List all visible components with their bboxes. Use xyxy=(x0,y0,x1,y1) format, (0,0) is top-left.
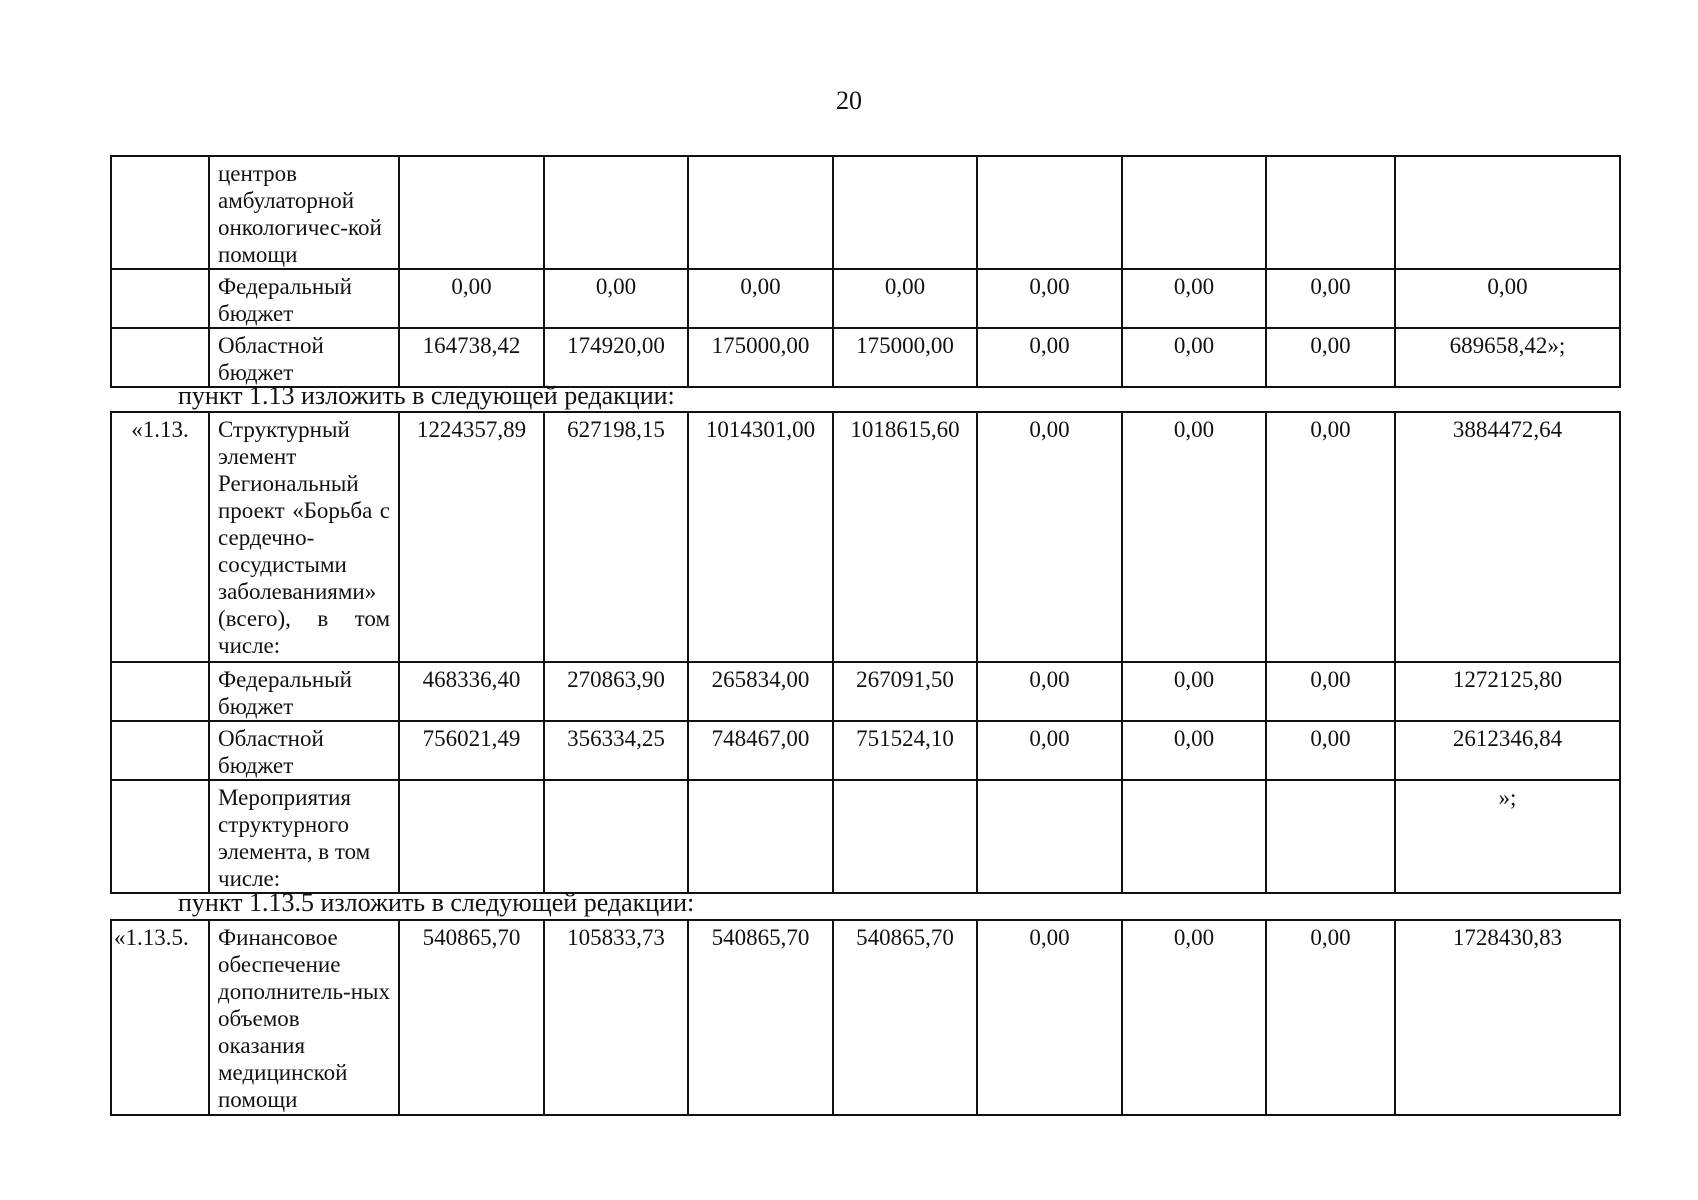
value-cell xyxy=(977,156,1122,269)
table-row xyxy=(111,269,1620,328)
value-cell xyxy=(833,156,977,269)
value-cell xyxy=(1122,780,1266,893)
row-label: Мероприятия структурного элемента, в том числе: xyxy=(209,780,399,893)
value-cell: 748467,00 xyxy=(688,721,833,780)
row-index xyxy=(111,156,209,269)
value-cell xyxy=(977,780,1122,893)
value-cell xyxy=(688,156,833,269)
value-cell xyxy=(544,156,688,269)
total-cell xyxy=(1395,156,1620,269)
row-label: Федеральный бюджет xyxy=(209,269,399,328)
value-cell: 1014301,00 xyxy=(688,412,833,662)
instruction-text: пункт 1.13.5 изложить в следующей редакции: xyxy=(178,888,695,917)
value-cell: 1018615,60 xyxy=(833,412,977,662)
value-cell: 105833,73 xyxy=(544,920,688,1115)
row-label: центров амбулаторной онкологичес-кой помощи xyxy=(209,156,399,269)
value-cell: 0,00 xyxy=(1266,328,1395,387)
value-cell: 174920,00 xyxy=(544,328,688,387)
value-cell: 540865,70 xyxy=(688,920,833,1115)
row-label: Областной бюджет xyxy=(209,721,399,780)
value-cell: 0,00 xyxy=(1122,721,1266,780)
row-index xyxy=(111,780,209,893)
row-label: Федеральный бюджет xyxy=(209,662,399,721)
row-index xyxy=(111,269,209,328)
value-cell: 0,00 xyxy=(977,721,1122,780)
total-cell: »; xyxy=(1395,780,1620,893)
table-row xyxy=(111,412,1620,662)
value-cell: 0,00 xyxy=(977,269,1122,328)
value-cell: 0,00 xyxy=(399,269,544,328)
row-index: «1.13.5. xyxy=(111,920,209,1115)
value-cell: 751524,10 xyxy=(833,721,977,780)
value-cell: 265834,00 xyxy=(688,662,833,721)
value-cell: 0,00 xyxy=(977,412,1122,662)
total-cell: 3884472,64 xyxy=(1395,412,1620,662)
value-cell: 0,00 xyxy=(833,269,977,328)
budget-table-continuation xyxy=(110,155,1621,388)
value-cell: 540865,70 xyxy=(833,920,977,1115)
value-cell: 0,00 xyxy=(1266,920,1395,1115)
total-cell: 0,00 xyxy=(1395,269,1620,328)
table-row xyxy=(111,156,1620,269)
table-row xyxy=(111,328,1620,387)
total-cell: 689658,42»; xyxy=(1395,328,1620,387)
value-cell: 0,00 xyxy=(977,920,1122,1115)
value-cell: 627198,15 xyxy=(544,412,688,662)
table-row xyxy=(111,780,1620,893)
value-cell xyxy=(399,156,544,269)
value-cell: 175000,00 xyxy=(688,328,833,387)
value-cell: 0,00 xyxy=(1122,269,1266,328)
value-cell: 270863,90 xyxy=(544,662,688,721)
value-cell: 468336,40 xyxy=(399,662,544,721)
table-row xyxy=(111,721,1620,780)
value-cell: 175000,00 xyxy=(833,328,977,387)
value-cell xyxy=(1122,156,1266,269)
value-cell xyxy=(1266,156,1395,269)
budget-table-1-13-5 xyxy=(110,919,1621,1116)
row-label: Финансовое обеспечение дополнитель-ных объемов оказания медицинской помощи xyxy=(209,920,399,1115)
value-cell: 0,00 xyxy=(1122,412,1266,662)
value-cell xyxy=(688,780,833,893)
value-cell xyxy=(1266,780,1395,893)
value-cell xyxy=(544,780,688,893)
value-cell: 356334,25 xyxy=(544,721,688,780)
value-cell: 756021,49 xyxy=(399,721,544,780)
value-cell: 0,00 xyxy=(1266,662,1395,721)
value-cell: 0,00 xyxy=(544,269,688,328)
total-cell: 2612346,84 xyxy=(1395,721,1620,780)
row-index: «1.13. xyxy=(111,412,209,662)
table-row xyxy=(111,662,1620,721)
value-cell: 0,00 xyxy=(1266,721,1395,780)
value-cell: 0,00 xyxy=(977,662,1122,721)
value-cell xyxy=(399,780,544,893)
value-cell: 267091,50 xyxy=(833,662,977,721)
instruction-text: пункт 1.13 изложить в следующей редакции: xyxy=(178,381,675,410)
table-row xyxy=(111,920,1620,1115)
value-cell: 1224357,89 xyxy=(399,412,544,662)
value-cell xyxy=(833,780,977,893)
value-cell: 0,00 xyxy=(688,269,833,328)
value-cell: 540865,70 xyxy=(399,920,544,1115)
budget-table-1-13 xyxy=(110,411,1621,894)
row-index xyxy=(111,721,209,780)
value-cell: 164738,42 xyxy=(399,328,544,387)
value-cell: 0,00 xyxy=(977,328,1122,387)
value-cell: 0,00 xyxy=(1122,662,1266,721)
value-cell: 0,00 xyxy=(1266,269,1395,328)
value-cell: 0,00 xyxy=(1122,920,1266,1115)
row-label: Областной бюджет xyxy=(209,328,399,387)
row-label: Структурный элемент Региональный проект «Борьба с сердечно-сосудистыми заболеваниями» (всего), в том числе: xyxy=(209,412,399,662)
total-cell: 1728430,83 xyxy=(1395,920,1620,1115)
total-cell: 1272125,80 xyxy=(1395,662,1620,721)
value-cell: 0,00 xyxy=(1266,412,1395,662)
page-number: 20 xyxy=(836,86,862,115)
value-cell: 0,00 xyxy=(1122,328,1266,387)
row-index xyxy=(111,328,209,387)
row-index xyxy=(111,662,209,721)
